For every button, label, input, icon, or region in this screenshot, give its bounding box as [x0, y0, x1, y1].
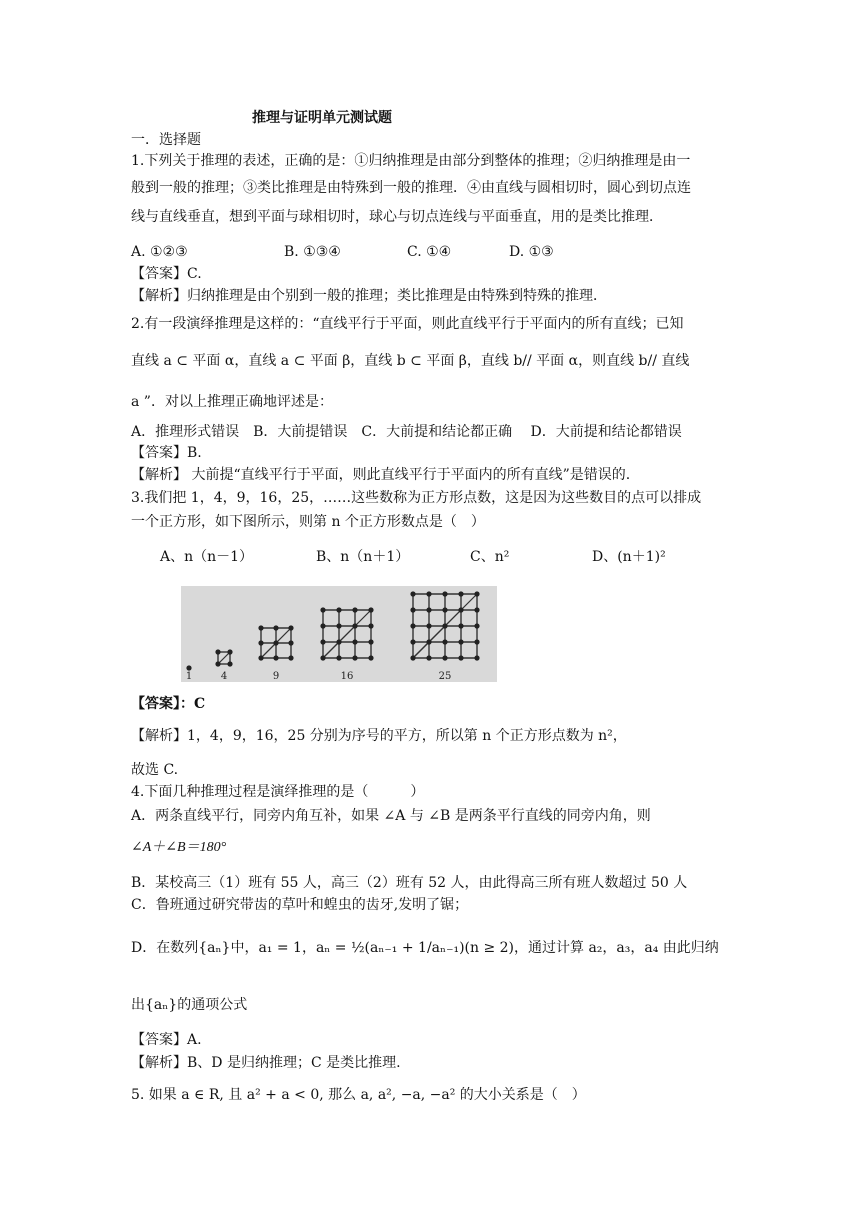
dot	[352, 639, 357, 644]
q4-analysis: 【解析】B、D 是归纳推理；C 是类比推理.	[131, 1055, 401, 1071]
dot	[227, 649, 232, 654]
q2-options: A．推理形式错误 B．大前提错误 C．大前提和结论都正确 D．大前提和结论都错误	[131, 424, 682, 440]
q3-answer: 【答案】：C	[131, 696, 206, 712]
dot	[273, 625, 278, 630]
grid-label: 16	[340, 671, 354, 682]
q4-option-d-line1: D．在数列{aₙ}中，a₁ = 1，aₙ = ½(aₙ₋₁ + 1/aₙ₋₁)(n ≥ 2)，通过计算 a₂，a₃，a₄ 由此归纳	[131, 940, 719, 956]
q2-answer: 【答案】B.	[131, 445, 202, 461]
q3-line1: 3.我们把 1，4，9，16，25，……这些数称为正方形点数，这是因为这些数目的点可以排成	[131, 490, 702, 506]
dot	[186, 665, 191, 670]
dot	[426, 623, 431, 628]
grid-label: 4	[220, 671, 228, 682]
q1-option-d: D. ①③	[509, 244, 554, 260]
q1-analysis: 【解析】归纳推理是由个别到一般的推理；类比推理是由特殊到特殊的推理．	[131, 288, 607, 304]
dot	[320, 607, 325, 612]
dot	[336, 655, 341, 660]
dot	[442, 607, 447, 612]
q1-option-b: B. ①③④	[284, 244, 341, 260]
grid-label: 9	[272, 671, 280, 682]
q2-analysis: 【解析】 大前提“直线平行于平面，则此直线平行于平面内的所有直线”是错误的.	[131, 467, 631, 483]
q1-answer: 【答案】C.	[131, 266, 202, 282]
diagonal-line	[323, 610, 371, 658]
q4-option-a-line2: ∠A＋∠B＝180°	[131, 840, 227, 855]
dot	[426, 655, 431, 660]
dot	[426, 607, 431, 612]
q2-line2: 直线 a ⊂ 平面 α，直线 a ⊂ 平面 β，直线 b ⊂ 平面 β，直线 b// 平面 α，则直线 b// 直线	[131, 353, 690, 369]
dot	[368, 639, 373, 644]
dot	[426, 639, 431, 644]
dot	[288, 625, 293, 630]
dot	[258, 640, 263, 645]
dot	[474, 655, 479, 660]
dot	[410, 591, 415, 596]
dot	[458, 607, 463, 612]
q4-option-c: C．鲁班通过研究带齿的草叶和蝗虫的齿牙,发明了锯；	[131, 897, 469, 913]
q1-option-a: A. ①②③	[131, 244, 188, 260]
dot	[320, 623, 325, 628]
q5-line1: 5. 如果 a ∈ R, 且 a² + a < 0, 那么 a, a², −a, −a² 的大小关系是（ ）	[131, 1087, 586, 1103]
q1-line1: 1.下列关于推理的表述，正确的是：①归纳推理是由部分到整体的推理；②归纳推理是由一	[131, 153, 691, 169]
dot	[227, 661, 232, 666]
q4-option-d-line2: 出{aₙ}的通项公式	[131, 997, 248, 1013]
dot	[273, 640, 278, 645]
dot	[352, 623, 357, 628]
dot	[288, 640, 293, 645]
dot	[352, 607, 357, 612]
q3-conclusion: 故选 C.	[131, 762, 179, 778]
dot	[336, 623, 341, 628]
dot	[336, 607, 341, 612]
q3-option-b: B、n（n＋1）	[316, 549, 410, 565]
dot	[474, 639, 479, 644]
q4-answer: 【答案】A.	[131, 1032, 202, 1048]
square-numbers-figure	[181, 586, 497, 682]
dot	[288, 655, 293, 660]
dot	[442, 655, 447, 660]
q3-line2: 一个正方形，如下图所示，则第 n 个正方形数点是（ ）	[131, 514, 485, 530]
dot	[458, 639, 463, 644]
square-dots-diagram	[181, 586, 497, 682]
dot	[474, 607, 479, 612]
dot	[474, 591, 479, 596]
dot	[442, 623, 447, 628]
q4-option-b: B．某校高三（1）班有 55 人，高三（2）班有 52 人，由此得高三所有班人数超过 50 人	[131, 875, 688, 891]
q1-line2: 般到一般的推理；③类比推理是由特殊到一般的推理．④由直线与圆相切时，圆心到切点连	[131, 180, 691, 196]
dot	[442, 591, 447, 596]
q3-option-d: D、(n＋1)²	[592, 549, 666, 565]
dot	[368, 607, 373, 612]
q3-option-a: A、n（n－1）	[160, 549, 254, 565]
dot	[410, 623, 415, 628]
dot	[458, 623, 463, 628]
dot	[426, 591, 431, 596]
q3-analysis: 【解析】1，4，9，16，25 分别为序号的平方，所以第 n 个正方形点数为 n²，	[131, 728, 627, 744]
dot	[320, 655, 325, 660]
dot	[474, 623, 479, 628]
q2-line1: 2.有一段演绎推理是这样的：“直线平行于平面，则此直线平行于平面内的所有直线；已知	[131, 316, 684, 332]
dot	[410, 607, 415, 612]
dot	[258, 625, 263, 630]
dot	[352, 655, 357, 660]
dot	[410, 655, 415, 660]
dot	[410, 639, 415, 644]
grid-label: 25	[438, 671, 452, 682]
dot	[368, 623, 373, 628]
q1-option-c: C. ①④	[407, 244, 452, 260]
q4-option-a-line1: A．两条直线平行，同旁内角互补，如果 ∠A 与 ∠B 是两条平行直线的同旁内角，则	[131, 808, 651, 824]
dot	[458, 655, 463, 660]
dot	[215, 649, 220, 654]
dot	[320, 639, 325, 644]
dot	[458, 591, 463, 596]
dot	[215, 661, 220, 666]
dot	[258, 655, 263, 660]
dot	[273, 655, 278, 660]
q3-option-c: C、n²	[470, 549, 510, 565]
q4-line1: 4.下面几种推理过程是演绎推理的是（ ）	[131, 784, 425, 800]
q1-line3: 线与直线垂直，想到平面与球相切时，球心与切点连线与平面垂直，用的是类比推理．	[131, 209, 663, 225]
q2-line3: a ”．对以上推理正确地评述是：	[131, 394, 333, 410]
page-title: 推理与证明单元测试题	[252, 110, 392, 126]
grid-label: 1	[185, 671, 193, 682]
dot	[442, 639, 447, 644]
section-heading: 一．选择题	[131, 132, 201, 148]
dot	[336, 639, 341, 644]
dot	[368, 655, 373, 660]
